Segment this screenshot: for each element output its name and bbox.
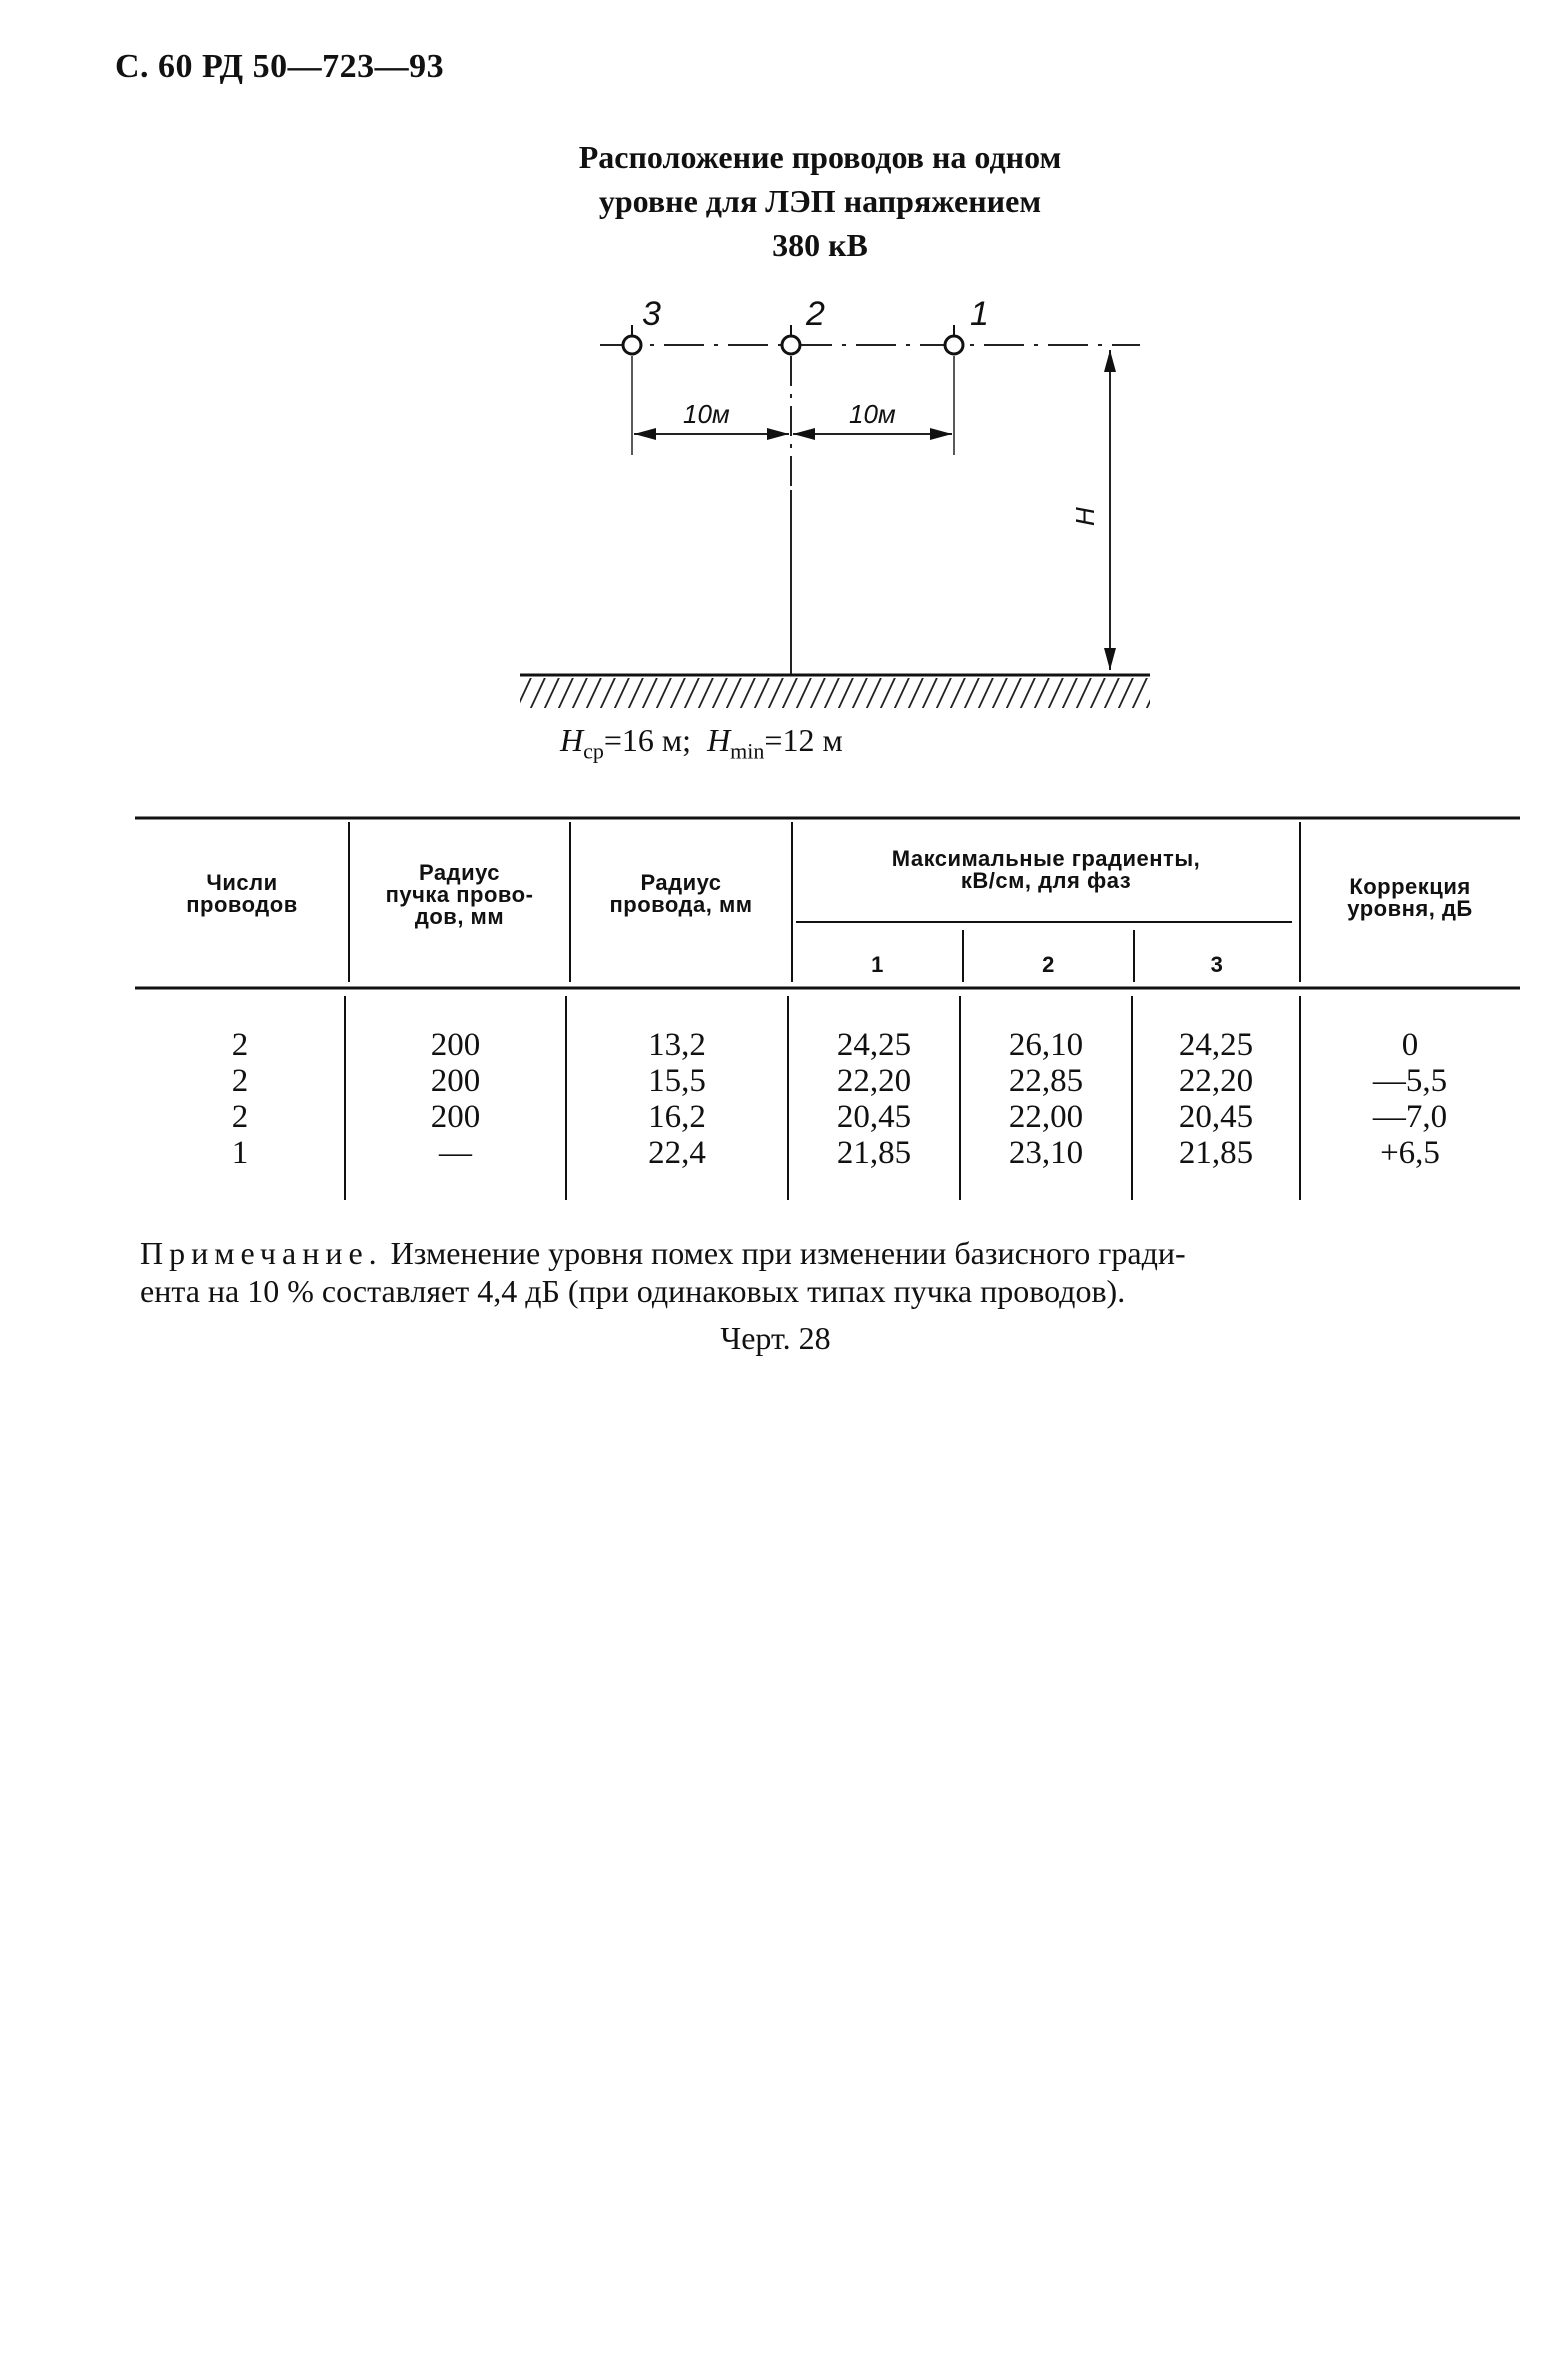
table-cell: 200: [430, 1063, 481, 1099]
table-cell: 0: [1401, 1027, 1419, 1063]
table-cell: 22,4: [648, 1135, 706, 1171]
note-lead: Примечание.: [140, 1235, 383, 1271]
h-min-subscript: min: [730, 738, 765, 764]
h-avg-subscript: ср: [583, 738, 604, 764]
table-cell: 21,85: [1178, 1135, 1254, 1171]
height-label: H: [1070, 507, 1100, 526]
table-cell: 22,85: [1008, 1063, 1084, 1099]
table-cell: 20,45: [1178, 1099, 1254, 1135]
header-phase-2: 2: [1042, 952, 1055, 977]
figure-title-line: Расположение проводов на одном: [578, 139, 1062, 175]
table-cell: —: [439, 1135, 472, 1171]
table-cell: 13,2: [648, 1027, 706, 1063]
table-cell: +6,5: [1380, 1135, 1440, 1171]
wire-number-2: 2: [806, 295, 825, 333]
header-bundle-radius: Радиус пучка прово- дов, мм: [385, 860, 534, 929]
table-cell: —5,5: [1372, 1063, 1448, 1099]
table-cell: 22,20: [836, 1063, 912, 1099]
table-cell: 2: [231, 1099, 249, 1135]
table-cell: 15,5: [648, 1063, 706, 1099]
table-cell: 21,85: [836, 1135, 912, 1171]
note-text-1: Изменение уровня помех при изменении базисного гради-: [382, 1235, 1186, 1271]
header-phase-1: 1: [871, 952, 884, 977]
table-cell: 2: [231, 1063, 249, 1099]
table-cell: 24,25: [836, 1027, 912, 1063]
header-wire-radius: Радиус провода, мм: [609, 870, 753, 917]
table-cell: 1: [231, 1135, 249, 1171]
wire-number-1: 1: [970, 295, 989, 333]
figure-title-line: уровне для ЛЭП напряжением: [598, 183, 1042, 219]
header-correction: Коррекция уровня, дБ: [1347, 874, 1473, 921]
wire-number-3: 3: [642, 295, 661, 333]
page-header: С. 60 РД 50—723—93: [115, 48, 445, 85]
table-note: [140, 1234, 1520, 1310]
table-cell: 22,00: [1008, 1099, 1084, 1135]
figure-title-line: 380 кВ: [772, 227, 868, 263]
table-cell: 16,2: [648, 1099, 706, 1135]
header-wire-count: Числи проводов: [186, 870, 298, 917]
table-cell: 2: [231, 1027, 249, 1063]
note-line-2: ента на 10 % составляет 4,4 дБ (при одинаковых типах пучка проводов).: [140, 1273, 1126, 1309]
figure-label: Черт. 28: [720, 1320, 831, 1356]
h-min-value: =12 м: [764, 722, 843, 758]
spacing-left-label: 10м: [683, 399, 730, 429]
table-cell: 24,25: [1178, 1027, 1254, 1063]
h-avg-value: =16 м;: [603, 722, 692, 758]
table-cell: 200: [430, 1099, 481, 1135]
table-cell: 23,10: [1008, 1135, 1084, 1171]
note-line-1: [140, 1234, 1520, 1272]
header-phase-3: 3: [1210, 952, 1224, 977]
header-max-gradients: Максимальные градиенты, кВ/см, для фаз: [891, 846, 1201, 893]
table-cell: 200: [430, 1027, 481, 1063]
h-symbol: H: [560, 722, 584, 758]
table-cell: —7,0: [1372, 1099, 1448, 1135]
table-cell: 22,20: [1178, 1063, 1254, 1099]
table-cell: 20,45: [836, 1099, 912, 1135]
spacing-right-label: 10м: [849, 399, 896, 429]
h-symbol: H: [707, 722, 731, 758]
table-cell: 26,10: [1008, 1027, 1084, 1063]
